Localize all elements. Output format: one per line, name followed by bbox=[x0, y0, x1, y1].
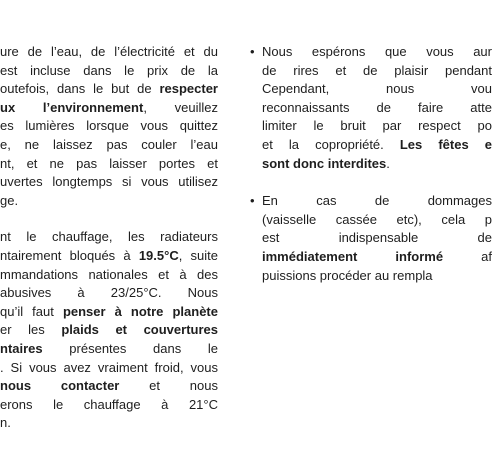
text-run: puissions procéder au rempla bbox=[262, 267, 433, 283]
text-run: nt, et ne pas laisser portes et bbox=[0, 155, 218, 171]
text-line bbox=[0, 321, 218, 340]
text-run: es lumières lorsque vous quittez bbox=[0, 118, 218, 134]
bold-text-run: 19.5°C bbox=[138, 247, 179, 263]
text-line bbox=[0, 117, 218, 136]
text-line bbox=[262, 43, 492, 62]
text-line bbox=[0, 136, 218, 155]
damage-rule-item bbox=[249, 192, 492, 285]
bold-text-run: penser à notre planète bbox=[62, 303, 218, 319]
text-line bbox=[262, 136, 492, 155]
bullet-icon: • bbox=[250, 44, 255, 59]
bold-text-run: ux l’environnement bbox=[0, 99, 144, 115]
text-line bbox=[0, 284, 218, 303]
text-line bbox=[262, 248, 492, 267]
text-run: er les bbox=[0, 322, 62, 338]
text-line bbox=[262, 80, 492, 99]
text-line bbox=[262, 62, 492, 81]
text-line bbox=[0, 80, 218, 99]
text-line bbox=[262, 155, 492, 174]
text-run: ure de l’eau, de l’électricité et du bbox=[0, 44, 218, 59]
text-line bbox=[262, 267, 492, 286]
text-run: af bbox=[443, 248, 492, 264]
bold-text-run: respecter bbox=[159, 81, 218, 97]
text-line bbox=[0, 414, 218, 433]
text-run: e, ne laissez pas couler l’eau bbox=[0, 136, 218, 152]
text-line bbox=[0, 359, 218, 378]
text-run: erons le chauffage à 21°C bbox=[0, 396, 218, 412]
text-run: uvertes longtemps si vous utilisez bbox=[0, 174, 218, 190]
bullet-icon: • bbox=[250, 193, 255, 209]
text-line bbox=[0, 396, 218, 415]
bold-text-run: Les fêtes e bbox=[399, 136, 492, 152]
noise-rule-item bbox=[249, 43, 492, 173]
text-line bbox=[0, 377, 218, 396]
bold-text-run: nous contacter bbox=[0, 378, 120, 394]
text-run: reconnaissants de faire atte bbox=[262, 99, 492, 115]
text-run: ntairement bloqués à bbox=[0, 247, 139, 263]
text-run: (vaisselle cassée etc), cela p bbox=[262, 211, 492, 227]
text-run: mmandations nationales et à des bbox=[0, 266, 218, 282]
text-line bbox=[0, 173, 218, 192]
text-run: . Si vous avez vraiment froid, vous bbox=[0, 359, 218, 375]
text-run: et nous bbox=[119, 378, 218, 394]
text-line bbox=[0, 192, 218, 211]
text-run: abusives à 23/25°C. Nous bbox=[0, 285, 218, 301]
heating-paragraph bbox=[0, 228, 218, 433]
text-run: est indispensable de bbox=[262, 230, 492, 246]
text-run: présentes dans le bbox=[42, 340, 218, 356]
text-run: et la copropriété. bbox=[262, 136, 400, 152]
text-run: est incluse dans le prix de la bbox=[0, 62, 218, 78]
bold-text-run: sont donc interdites bbox=[262, 155, 387, 171]
text-run: . bbox=[386, 155, 390, 171]
text-run: n. bbox=[0, 415, 11, 431]
energy-paragraph bbox=[0, 43, 218, 210]
text-run: limiter le bruit par respect po bbox=[262, 118, 492, 134]
text-line bbox=[0, 340, 218, 359]
text-line bbox=[262, 229, 492, 248]
text-run: En cas de dommages bbox=[262, 193, 492, 209]
right-column bbox=[249, 43, 492, 285]
text-line bbox=[262, 99, 492, 118]
text-line bbox=[0, 62, 218, 81]
text-line bbox=[262, 192, 492, 211]
text-run: de rires et de plaisir pendant bbox=[262, 62, 492, 78]
bold-text-run: ntaires bbox=[0, 340, 43, 356]
text-line bbox=[0, 247, 218, 266]
text-run: , suite bbox=[178, 247, 218, 263]
text-line bbox=[0, 266, 218, 285]
text-run: qu’il faut bbox=[0, 303, 63, 319]
text-run: Nous espérons que vous aur bbox=[262, 44, 492, 59]
text-run: ge. bbox=[0, 192, 19, 208]
text-run: outefois, dans le but de bbox=[0, 81, 160, 97]
left-column bbox=[0, 43, 218, 433]
bold-text-run: immédiatement informé bbox=[262, 248, 444, 264]
text-line bbox=[0, 303, 218, 322]
text-run: Cependant, nous vou bbox=[262, 81, 492, 97]
text-line bbox=[262, 117, 492, 136]
text-line bbox=[0, 228, 218, 247]
text-line bbox=[0, 155, 218, 174]
text-run: , veuillez bbox=[143, 99, 218, 115]
text-line bbox=[262, 211, 492, 230]
text-line bbox=[0, 99, 218, 118]
text-line bbox=[0, 43, 218, 62]
text-run: nt le chauffage, les radiateurs bbox=[0, 229, 218, 245]
bold-text-run: plaids et couvertures bbox=[61, 322, 218, 338]
